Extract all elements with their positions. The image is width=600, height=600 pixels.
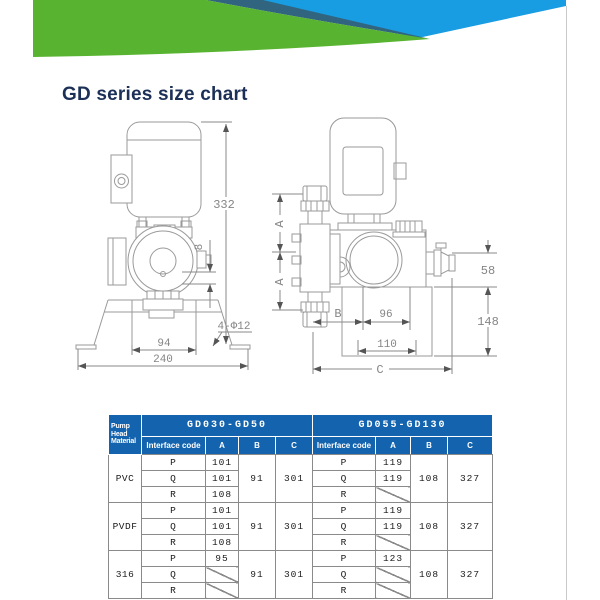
interface-code-cell: Q bbox=[142, 519, 206, 535]
dim-foot-outer: 110 bbox=[377, 339, 397, 351]
material-cell: PVDF bbox=[109, 503, 142, 551]
dim-mount-holes: 4-Φ12 bbox=[217, 321, 251, 333]
interface-code-cell: R bbox=[313, 583, 376, 599]
col-header-c: C bbox=[448, 437, 493, 455]
size-table bbox=[108, 414, 493, 599]
dim-value-cell: 119 bbox=[376, 519, 411, 535]
material-cell: 316 bbox=[109, 551, 142, 599]
dim-value-cell: 101 bbox=[206, 455, 239, 471]
dim-value-cell: 101 bbox=[206, 519, 239, 535]
dim-value-cell: 108 bbox=[411, 455, 448, 503]
dim-value-cell: 101 bbox=[206, 503, 239, 519]
interface-code-cell: R bbox=[142, 487, 206, 503]
dim-value-cell: 327 bbox=[448, 455, 493, 503]
interface-code-cell: P bbox=[313, 551, 376, 567]
table-row bbox=[109, 503, 493, 519]
dim-value-cell: 91 bbox=[239, 455, 276, 503]
group-header-gd055-gd130: GD055-GD130 bbox=[313, 415, 493, 437]
dim-value-cell: 301 bbox=[276, 455, 313, 503]
interface-code-cell: R bbox=[142, 535, 206, 551]
col-header-b: B bbox=[411, 437, 448, 455]
dim-value-cell: 108 bbox=[411, 551, 448, 599]
dim-base-height: 148 bbox=[477, 315, 499, 329]
dim-value-cell: 91 bbox=[239, 551, 276, 599]
interface-code-cell: Q bbox=[313, 567, 376, 583]
interface-code-cell: P bbox=[313, 455, 376, 471]
interface-code-cell: Q bbox=[313, 471, 376, 487]
na-cell bbox=[376, 567, 411, 583]
dim-gap: 8 bbox=[194, 243, 206, 251]
dim-value-cell: 119 bbox=[376, 471, 411, 487]
dim-value-cell: 119 bbox=[376, 455, 411, 471]
dim-value-cell: 108 bbox=[411, 503, 448, 551]
group-header-gd030-gd50: GD030-GD50 bbox=[142, 415, 313, 437]
col-header-interface-code: Interface code bbox=[142, 437, 206, 455]
interface-code-cell: P bbox=[142, 551, 206, 567]
material-cell: PVC bbox=[109, 455, 142, 503]
col-header-interface-code: Interface code bbox=[313, 437, 376, 455]
col-header-a: A bbox=[206, 437, 239, 455]
interface-code-cell: Q bbox=[142, 471, 206, 487]
pump-head-material-header bbox=[109, 415, 142, 455]
col-header-b: B bbox=[239, 437, 276, 455]
table-row bbox=[109, 551, 493, 567]
dim-value-cell: 95 bbox=[206, 551, 239, 567]
na-cell bbox=[206, 567, 239, 583]
dim-foot-span: 96 bbox=[379, 309, 393, 321]
col-header-a: A bbox=[376, 437, 411, 455]
table-group-header-row bbox=[109, 415, 493, 437]
dim-value-cell: 301 bbox=[276, 551, 313, 599]
na-cell bbox=[376, 583, 411, 599]
dim-value-cell: 108 bbox=[206, 487, 239, 503]
table-sub-header-row bbox=[109, 437, 493, 455]
interface-code-cell: Q bbox=[142, 567, 206, 583]
interface-code-cell: R bbox=[142, 583, 206, 599]
dim-width-b: B bbox=[334, 307, 342, 321]
na-cell bbox=[376, 535, 411, 551]
dim-value-cell: 327 bbox=[448, 503, 493, 551]
page-title: GD series size chart bbox=[62, 84, 248, 105]
dim-port-spacing-lower: A bbox=[273, 278, 287, 286]
side-view-drawing bbox=[272, 118, 503, 377]
dim-value-cell: 301 bbox=[276, 503, 313, 551]
na-cell bbox=[376, 487, 411, 503]
interface-code-cell: P bbox=[313, 503, 376, 519]
corner-line: Pump bbox=[111, 423, 130, 431]
dim-value-cell: 327 bbox=[448, 551, 493, 599]
corner-line: Material bbox=[111, 438, 136, 446]
dim-value-cell: 101 bbox=[206, 471, 239, 487]
dim-value-cell: 91 bbox=[239, 503, 276, 551]
dim-overall-height: 332 bbox=[213, 198, 235, 212]
na-cell bbox=[206, 583, 239, 599]
dim-length-c: C bbox=[376, 363, 384, 377]
dim-value-cell: 108 bbox=[206, 535, 239, 551]
col-header-c: C bbox=[276, 437, 313, 455]
interface-code-cell: P bbox=[142, 455, 206, 471]
dim-value-cell: 123 bbox=[376, 551, 411, 567]
dim-bolt-span: 94 bbox=[157, 338, 171, 350]
dim-valve-height: 58 bbox=[480, 264, 496, 278]
dim-base-width: 240 bbox=[153, 354, 173, 366]
interface-code-cell: P bbox=[142, 503, 206, 519]
dim-port-spacing-upper: A bbox=[273, 220, 287, 228]
dim-value-cell: 119 bbox=[376, 503, 411, 519]
corner-line: Head bbox=[111, 430, 128, 438]
interface-code-cell: Q bbox=[313, 519, 376, 535]
interface-code-cell: R bbox=[313, 487, 376, 503]
table-row bbox=[109, 455, 493, 471]
front-view-drawing bbox=[76, 122, 252, 370]
interface-code-cell: R bbox=[313, 535, 376, 551]
